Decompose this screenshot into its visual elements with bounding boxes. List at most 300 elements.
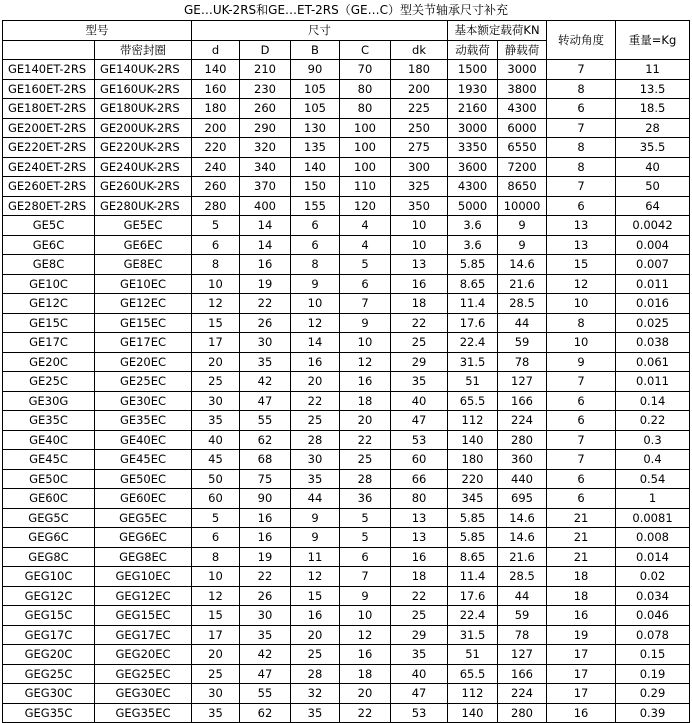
cell-sealed-model: GE45EC — [95, 450, 192, 470]
cell-d: 180 — [192, 99, 240, 119]
cell-dk: 40 — [391, 664, 448, 684]
table-row — [3, 625, 690, 645]
cell-C: 100 — [340, 157, 391, 177]
cell-B: 6 — [291, 216, 340, 236]
cell-angle: 8 — [547, 138, 616, 158]
cell-d: 35 — [192, 703, 240, 723]
cell-dynamic-load: 11.4 — [448, 567, 498, 587]
cell-dynamic-load: 3000 — [448, 118, 498, 138]
cell-C: 16 — [340, 372, 391, 392]
cell-d: 5 — [192, 216, 240, 236]
table-row — [3, 333, 690, 353]
cell-D: 55 — [240, 684, 291, 704]
cell-dynamic-load: 220 — [448, 469, 498, 489]
cell-D: 62 — [240, 703, 291, 723]
cell-weight: 1 — [616, 489, 690, 509]
cell-weight: 50 — [616, 177, 690, 197]
cell-weight: 0.15 — [616, 645, 690, 665]
cell-static-load: 8650 — [498, 177, 547, 197]
cell-dk: 22 — [391, 313, 448, 333]
cell-angle: 18 — [547, 586, 616, 606]
cell-weight: 64 — [616, 196, 690, 216]
cell-dk: 10 — [391, 216, 448, 236]
header-dynamic: 动载荷 — [448, 40, 498, 60]
cell-angle: 8 — [547, 313, 616, 333]
cell-dynamic-load: 22.4 — [448, 333, 498, 353]
cell-dynamic-load: 112 — [448, 684, 498, 704]
cell-dynamic-load: 3.6 — [448, 216, 498, 236]
cell-angle: 10 — [547, 294, 616, 314]
cell-angle: 19 — [547, 625, 616, 645]
cell-d: 35 — [192, 411, 240, 431]
cell-static-load: 14.6 — [498, 528, 547, 548]
cell-d: 50 — [192, 469, 240, 489]
cell-model: GEG20C — [3, 645, 95, 665]
cell-weight: 0.046 — [616, 606, 690, 626]
cell-angle: 7 — [547, 60, 616, 80]
cell-weight: 0.011 — [616, 274, 690, 294]
cell-sealed-model: GEG35EC — [95, 703, 192, 723]
table-row — [3, 567, 690, 587]
table-row — [3, 508, 690, 528]
cell-weight: 0.39 — [616, 703, 690, 723]
cell-D: 19 — [240, 274, 291, 294]
cell-angle: 8 — [547, 79, 616, 99]
cell-C: 22 — [340, 703, 391, 723]
cell-model: GE30G — [3, 391, 95, 411]
cell-D: 35 — [240, 352, 291, 372]
cell-static-load: 28.5 — [498, 294, 547, 314]
cell-sealed-model: GEG15EC — [95, 606, 192, 626]
cell-angle: 6 — [547, 391, 616, 411]
cell-angle: 16 — [547, 606, 616, 626]
cell-model: GE180ET-2RS — [3, 99, 95, 119]
cell-dk: 13 — [391, 255, 448, 275]
cell-angle: 21 — [547, 528, 616, 548]
cell-B: 140 — [291, 157, 340, 177]
cell-static-load: 166 — [498, 664, 547, 684]
cell-weight: 0.14 — [616, 391, 690, 411]
cell-sealed-model: GEG8EC — [95, 547, 192, 567]
cell-static-load: 44 — [498, 586, 547, 606]
cell-weight: 13.5 — [616, 79, 690, 99]
cell-static-load: 14.6 — [498, 508, 547, 528]
cell-dynamic-load: 17.6 — [448, 586, 498, 606]
cell-static-load: 360 — [498, 450, 547, 470]
cell-B: 11 — [291, 547, 340, 567]
cell-angle: 21 — [547, 508, 616, 528]
cell-weight: 0.016 — [616, 294, 690, 314]
header-row-1 — [3, 21, 690, 41]
table-row — [3, 274, 690, 294]
cell-weight: 0.22 — [616, 411, 690, 431]
cell-D: 68 — [240, 450, 291, 470]
table-row — [3, 60, 690, 80]
header-static: 静载荷 — [498, 40, 547, 60]
cell-model: GE260ET-2RS — [3, 177, 95, 197]
cell-D: 320 — [240, 138, 291, 158]
cell-angle: 7 — [547, 450, 616, 470]
header-d: d — [192, 40, 240, 60]
cell-dynamic-load: 5.85 — [448, 508, 498, 528]
cell-static-load: 78 — [498, 352, 547, 372]
cell-C: 100 — [340, 138, 391, 158]
cell-weight: 11 — [616, 60, 690, 80]
bearing-dimension-table — [2, 20, 690, 723]
cell-C: 16 — [340, 645, 391, 665]
cell-D: 30 — [240, 606, 291, 626]
table-row — [3, 450, 690, 470]
cell-C: 12 — [340, 625, 391, 645]
cell-angle: 13 — [547, 216, 616, 236]
cell-C: 120 — [340, 196, 391, 216]
cell-C: 20 — [340, 684, 391, 704]
cell-dynamic-load: 112 — [448, 411, 498, 431]
cell-d: 60 — [192, 489, 240, 509]
cell-dynamic-load: 5.85 — [448, 255, 498, 275]
cell-dynamic-load: 1930 — [448, 79, 498, 99]
cell-D: 260 — [240, 99, 291, 119]
cell-angle: 6 — [547, 196, 616, 216]
table-row — [3, 196, 690, 216]
cell-model: GE140ET-2RS — [3, 60, 95, 80]
cell-d: 30 — [192, 391, 240, 411]
cell-C: 5 — [340, 508, 391, 528]
header-dk: dk — [391, 40, 448, 60]
cell-static-load: 440 — [498, 469, 547, 489]
header-dimensions: 尺寸 — [192, 21, 448, 41]
cell-C: 9 — [340, 313, 391, 333]
table-row — [3, 430, 690, 450]
table-row — [3, 372, 690, 392]
cell-weight: 0.061 — [616, 352, 690, 372]
table-row — [3, 99, 690, 119]
cell-d: 140 — [192, 60, 240, 80]
cell-static-load: 127 — [498, 372, 547, 392]
cell-sealed-model: GE40EC — [95, 430, 192, 450]
header-weight: 重量=Kg — [616, 21, 690, 60]
cell-dynamic-load: 4300 — [448, 177, 498, 197]
cell-B: 105 — [291, 79, 340, 99]
cell-model: GE280ET-2RS — [3, 196, 95, 216]
cell-model: GE50C — [3, 469, 95, 489]
cell-dynamic-load: 8.65 — [448, 274, 498, 294]
cell-static-load: 21.6 — [498, 274, 547, 294]
cell-D: 14 — [240, 216, 291, 236]
cell-B: 35 — [291, 469, 340, 489]
cell-B: 9 — [291, 274, 340, 294]
cell-dk: 47 — [391, 411, 448, 431]
cell-weight: 0.54 — [616, 469, 690, 489]
cell-angle: 7 — [547, 118, 616, 138]
cell-sealed-model: GE50EC — [95, 469, 192, 489]
cell-static-load: 9 — [498, 235, 547, 255]
cell-angle: 18 — [547, 567, 616, 587]
cell-d: 40 — [192, 430, 240, 450]
cell-angle: 13 — [547, 235, 616, 255]
cell-B: 22 — [291, 391, 340, 411]
cell-dk: 350 — [391, 196, 448, 216]
cell-B: 12 — [291, 567, 340, 587]
cell-dynamic-load: 3.6 — [448, 235, 498, 255]
cell-dk: 22 — [391, 586, 448, 606]
cell-dk: 40 — [391, 391, 448, 411]
cell-sealed-model: GE6EC — [95, 235, 192, 255]
cell-model: GE25C — [3, 372, 95, 392]
cell-model: GEG10C — [3, 567, 95, 587]
cell-dynamic-load: 51 — [448, 372, 498, 392]
table-row — [3, 684, 690, 704]
cell-model: GE15C — [3, 313, 95, 333]
table-row — [3, 79, 690, 99]
table-row — [3, 547, 690, 567]
cell-D: 42 — [240, 372, 291, 392]
cell-static-load: 166 — [498, 391, 547, 411]
cell-C: 10 — [340, 606, 391, 626]
table-row — [3, 528, 690, 548]
cell-sealed-model: GEG6EC — [95, 528, 192, 548]
table-row — [3, 411, 690, 431]
cell-weight: 0.025 — [616, 313, 690, 333]
cell-d: 200 — [192, 118, 240, 138]
cell-dk: 180 — [391, 60, 448, 80]
cell-d: 220 — [192, 138, 240, 158]
cell-static-load: 224 — [498, 684, 547, 704]
cell-static-load: 224 — [498, 411, 547, 431]
cell-static-load: 10000 — [498, 196, 547, 216]
cell-sealed-model: GE220UK-2RS — [95, 138, 192, 158]
cell-sealed-model: GE140UK-2RS — [95, 60, 192, 80]
cell-model: GE20C — [3, 352, 95, 372]
cell-angle: 16 — [547, 703, 616, 723]
cell-static-load: 4300 — [498, 99, 547, 119]
cell-C: 80 — [340, 99, 391, 119]
cell-d: 15 — [192, 606, 240, 626]
cell-angle: 6 — [547, 489, 616, 509]
cell-dk: 47 — [391, 684, 448, 704]
cell-C: 25 — [340, 450, 391, 470]
cell-sealed-model: GE200UK-2RS — [95, 118, 192, 138]
cell-B: 130 — [291, 118, 340, 138]
cell-B: 90 — [291, 60, 340, 80]
cell-D: 75 — [240, 469, 291, 489]
cell-D: 22 — [240, 294, 291, 314]
cell-model: GE5C — [3, 216, 95, 236]
cell-C: 36 — [340, 489, 391, 509]
cell-d: 8 — [192, 547, 240, 567]
cell-sealed-model: GE5EC — [95, 216, 192, 236]
cell-d: 6 — [192, 235, 240, 255]
cell-B: 16 — [291, 352, 340, 372]
cell-dynamic-load: 22.4 — [448, 606, 498, 626]
cell-d: 17 — [192, 625, 240, 645]
cell-dk: 35 — [391, 372, 448, 392]
cell-angle: 17 — [547, 684, 616, 704]
cell-d: 12 — [192, 294, 240, 314]
cell-angle: 17 — [547, 664, 616, 684]
cell-dk: 66 — [391, 469, 448, 489]
header-model: 型号 — [3, 21, 192, 41]
cell-B: 9 — [291, 508, 340, 528]
cell-dk: 275 — [391, 138, 448, 158]
cell-angle: 6 — [547, 469, 616, 489]
cell-d: 8 — [192, 255, 240, 275]
cell-model: GEG12C — [3, 586, 95, 606]
cell-model: GE200ET-2RS — [3, 118, 95, 138]
cell-angle: 21 — [547, 547, 616, 567]
table-row — [3, 313, 690, 333]
cell-C: 70 — [340, 60, 391, 80]
cell-static-load: 21.6 — [498, 547, 547, 567]
cell-static-load: 28.5 — [498, 567, 547, 587]
cell-d: 260 — [192, 177, 240, 197]
header-C: C — [340, 40, 391, 60]
cell-weight: 28 — [616, 118, 690, 138]
cell-D: 26 — [240, 586, 291, 606]
cell-C: 6 — [340, 274, 391, 294]
cell-sealed-model: GE180UK-2RS — [95, 99, 192, 119]
cell-d: 20 — [192, 645, 240, 665]
cell-C: 5 — [340, 255, 391, 275]
cell-sealed-model: GE35EC — [95, 411, 192, 431]
table-row — [3, 489, 690, 509]
table-body — [3, 60, 690, 723]
cell-static-load: 280 — [498, 703, 547, 723]
cell-model: GEG30C — [3, 684, 95, 704]
cell-sealed-model: GE8EC — [95, 255, 192, 275]
cell-sealed-model: GEG30EC — [95, 684, 192, 704]
header-B: B — [291, 40, 340, 60]
cell-d: 280 — [192, 196, 240, 216]
cell-dk: 80 — [391, 489, 448, 509]
cell-dk: 13 — [391, 528, 448, 548]
table-row — [3, 294, 690, 314]
cell-sealed-model: GE17EC — [95, 333, 192, 353]
cell-d: 10 — [192, 567, 240, 587]
table-row — [3, 703, 690, 723]
cell-model: GE240ET-2RS — [3, 157, 95, 177]
cell-angle: 9 — [547, 352, 616, 372]
cell-C: 18 — [340, 664, 391, 684]
cell-sealed-model: GE60EC — [95, 489, 192, 509]
cell-weight: 0.3 — [616, 430, 690, 450]
cell-dk: 13 — [391, 508, 448, 528]
cell-static-load: 9 — [498, 216, 547, 236]
cell-D: 230 — [240, 79, 291, 99]
cell-dk: 250 — [391, 118, 448, 138]
cell-dynamic-load: 5.85 — [448, 528, 498, 548]
cell-model: GEG6C — [3, 528, 95, 548]
cell-C: 28 — [340, 469, 391, 489]
cell-C: 6 — [340, 547, 391, 567]
cell-weight: 0.19 — [616, 664, 690, 684]
cell-static-load: 280 — [498, 430, 547, 450]
cell-B: 155 — [291, 196, 340, 216]
cell-D: 55 — [240, 411, 291, 431]
table-row — [3, 606, 690, 626]
cell-d: 25 — [192, 664, 240, 684]
cell-dynamic-load: 65.5 — [448, 664, 498, 684]
cell-static-load: 59 — [498, 333, 547, 353]
cell-C: 100 — [340, 118, 391, 138]
table-row — [3, 645, 690, 665]
cell-sealed-model: GEG5EC — [95, 508, 192, 528]
table-row — [3, 118, 690, 138]
cell-model: GE6C — [3, 235, 95, 255]
cell-model: GE12C — [3, 294, 95, 314]
cell-dynamic-load: 1500 — [448, 60, 498, 80]
cell-dk: 53 — [391, 430, 448, 450]
cell-model: GEG35C — [3, 703, 95, 723]
cell-B: 25 — [291, 411, 340, 431]
cell-static-load: 7200 — [498, 157, 547, 177]
cell-D: 16 — [240, 508, 291, 528]
cell-dynamic-load: 2160 — [448, 99, 498, 119]
cell-dynamic-load: 65.5 — [448, 391, 498, 411]
table-row — [3, 586, 690, 606]
cell-static-load: 127 — [498, 645, 547, 665]
cell-B: 20 — [291, 625, 340, 645]
cell-C: 80 — [340, 79, 391, 99]
cell-dynamic-load: 180 — [448, 450, 498, 470]
cell-dk: 18 — [391, 567, 448, 587]
cell-weight: 0.007 — [616, 255, 690, 275]
cell-D: 210 — [240, 60, 291, 80]
cell-B: 28 — [291, 664, 340, 684]
cell-sealed-model: GE260UK-2RS — [95, 177, 192, 197]
cell-D: 290 — [240, 118, 291, 138]
cell-D: 19 — [240, 547, 291, 567]
cell-dk: 53 — [391, 703, 448, 723]
cell-weight: 0.078 — [616, 625, 690, 645]
cell-dynamic-load: 31.5 — [448, 625, 498, 645]
cell-weight: 0.038 — [616, 333, 690, 353]
cell-model: GEG8C — [3, 547, 95, 567]
cell-C: 22 — [340, 430, 391, 450]
header-load-rating: 基本额定载荷KN — [448, 21, 547, 41]
cell-dk: 18 — [391, 294, 448, 314]
cell-D: 22 — [240, 567, 291, 587]
table-row — [3, 469, 690, 489]
cell-D: 62 — [240, 430, 291, 450]
cell-dynamic-load: 3600 — [448, 157, 498, 177]
table-row — [3, 235, 690, 255]
cell-D: 47 — [240, 391, 291, 411]
cell-dk: 16 — [391, 274, 448, 294]
cell-dk: 10 — [391, 235, 448, 255]
cell-dk: 300 — [391, 157, 448, 177]
header-model-blank — [3, 40, 95, 60]
cell-static-load: 3000 — [498, 60, 547, 80]
table-row — [3, 391, 690, 411]
cell-model: GE8C — [3, 255, 95, 275]
cell-d: 160 — [192, 79, 240, 99]
table-row — [3, 216, 690, 236]
cell-B: 135 — [291, 138, 340, 158]
cell-angle: 7 — [547, 372, 616, 392]
cell-dk: 60 — [391, 450, 448, 470]
cell-D: 16 — [240, 528, 291, 548]
cell-weight: 35.5 — [616, 138, 690, 158]
cell-dynamic-load: 3350 — [448, 138, 498, 158]
header-D: D — [240, 40, 291, 60]
cell-dk: 35 — [391, 645, 448, 665]
cell-sealed-model: GE240UK-2RS — [95, 157, 192, 177]
cell-static-load: 78 — [498, 625, 547, 645]
cell-sealed-model: GE160UK-2RS — [95, 79, 192, 99]
cell-sealed-model: GEG20EC — [95, 645, 192, 665]
cell-C: 18 — [340, 391, 391, 411]
